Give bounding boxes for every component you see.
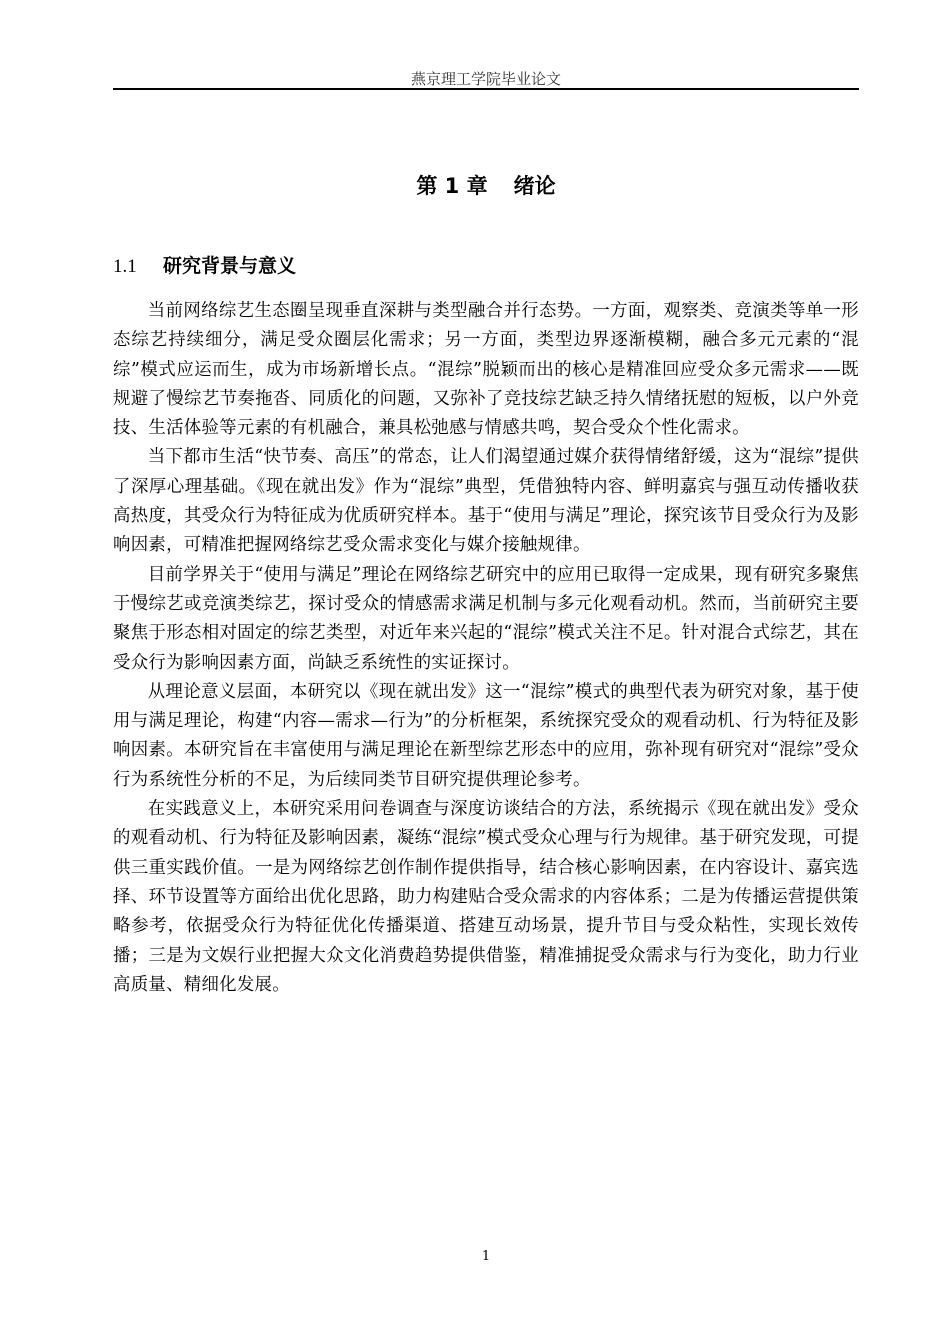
- header-divider: [113, 88, 859, 90]
- section-title: 研究背景与意义: [163, 255, 297, 277]
- paragraph: 当前网络综艺生态圈呈现垂直深耕与类型融合并行态势。一方面，观察类、竞演类等单一形态综艺持续细分，满足受众圈层化需求；另一方面，类型边界逐渐模糊，融合多元元素的“混综”模式应运而生，成为市场新增长点。“混综”脱颖而出的核心是精准回应受众多元需求——既规避了慢综艺节奏拖沓、同质化的问题，又弥补了竞技综艺缺乏持久情绪抚慰的短板，以户外竞技、生活体验等元素的有机融合，兼具松弛感与情感共鸣，契合受众个性化需求。: [113, 301, 859, 439]
- running-header: 燕京理工学院毕业论文: [410, 70, 561, 88]
- chapter-title: [113, 170, 859, 200]
- paragraph: 从理论意义层面，本研究以《现在就出发》这一“混综”模式的典型代表为研究对象，基于使用与满足理论，构建“内容—需求—行为”的分析框架，系统探究受众的观看动机、行为特征及影响因素。本研究旨在丰富使用与满足理论在新型综艺形态中的应用，弥补现有研究对“混综”受众行为系统性分析的不足，为后续同类节目研究提供理论参考。: [113, 681, 859, 790]
- paragraph: 在实践意义上，本研究采用问卷调查与深度访谈结合的方法，系统揭示《现在就出发》受众的观看动机、行为特征及影响因素，凝练“混综”模式受众心理与行为规律。基于研究发现，可提供三重实践价值。一是为网络综艺创作制作提供指导，结合核心影响因素，在内容设计、嘉宾选择、环节设置等方面给出优化思路，助力构建贴合受众需求的内容体系；二是为传播运营提供策略参考，依据受众行为特征优化传播渠道、搭建互动场景，提升节目与受众粘性，实现长效传播；三是为文娱行业把握大众文化消费趋势提供借鉴，精准捕捉受众需求与行为变化，助力行业高质量、精细化发展。: [113, 799, 859, 995]
- chapter-number: 第 1 章: [416, 174, 488, 198]
- paragraph: 目前学界关于“使用与满足”理论在网络综艺研究中的应用已取得一定成果，现有研究多聚焦于慢综艺或竞演类综艺，探讨受众的情感需求满足机制与多元化观看动机。然而，当前研究主要聚焦于形态相对固定的综艺类型，对近年来兴起的“混综”模式关注不足。针对混合式综艺，其在受众行为影响因素方面，尚缺乏系统性的实证探讨。: [113, 564, 859, 673]
- paragraph: 当下都市生活“快节奏、高压”的常态，让人们渴望通过媒介获得情绪舒缓，这为“混综”提供了深厚心理基础。《现在就出发》作为“混综”典型，凭借独特内容、鲜明嘉宾与强互动传播收获高热度，其受众行为特征成为优质研究样本。基于“使用与满足”理论，探究该节目受众行为及影响因素，可精准把握网络综艺受众需求变化与媒介接触规律。: [113, 447, 859, 556]
- section-number: 1.1: [113, 256, 137, 277]
- section-heading: [113, 251, 296, 278]
- chapter-name: 绪论: [513, 174, 556, 198]
- body-text: [113, 297, 859, 1000]
- page-number: 1: [481, 1249, 491, 1264]
